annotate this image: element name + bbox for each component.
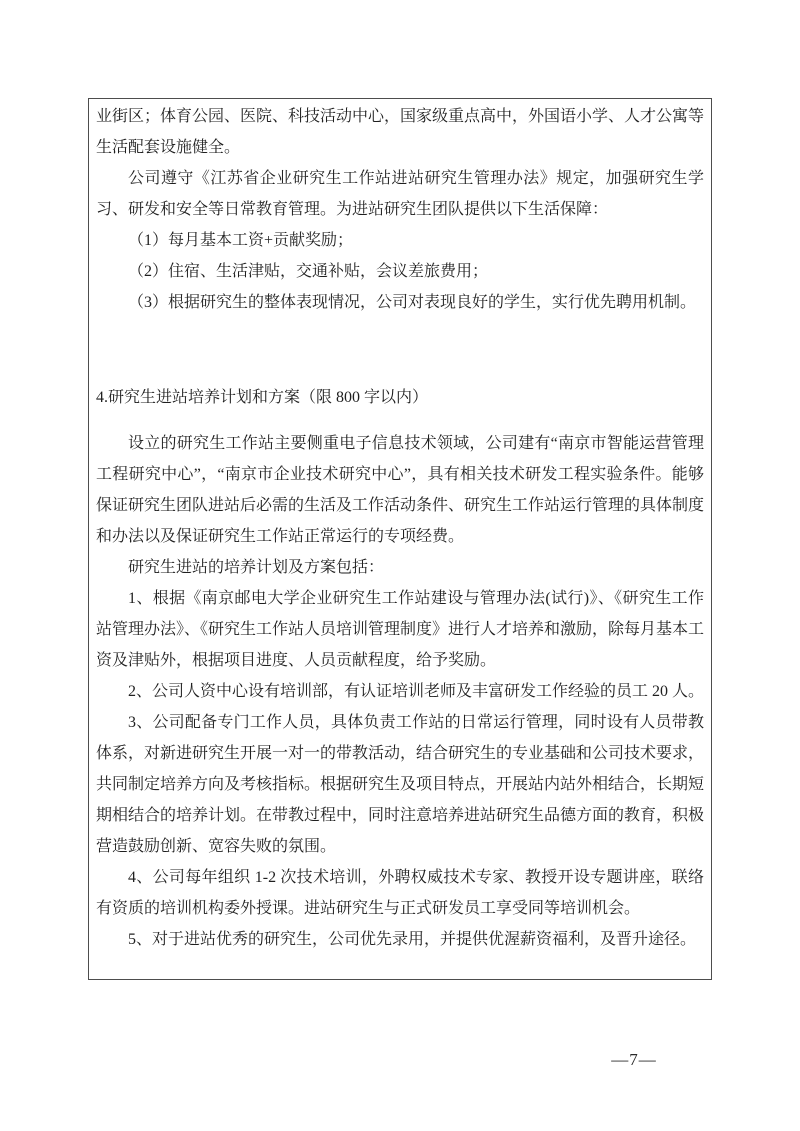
section4-paragraph-intro: 设立的研究生工作站主要侧重电子信息技术领域，公司建有“南京市智能运营管理工程研究中心”，“南京市企业技术研究中心”，具有相关技术研发工程实验条件。能够保证研究生团队进站后必需的生活及工作活动条件、研究生工作站运行管理的具体制度和办法以及保证研究生工作站正常运行的专项经费。 — [96, 435, 705, 545]
section4-plan-item-1: 1、根据《南京邮电大学企业研究生工作站建设与管理办法(试行)》、《研究生工作站管理办法》、《研究生工作站人员培训管理制度》进行人才培养和激励，除每月基本工资及津贴外，根据项目进度、人员贡献程度，给予奖励。 — [96, 590, 705, 669]
list-item-benefit-1: （1）每月基本工资+贡献奖励； — [128, 232, 354, 249]
section4-plan-item-5: 5、对于进站优秀的研究生，公司优先录用，并提供优渥薪资福利，及晋升途径。 — [128, 931, 697, 948]
list-item-benefit-3: （3）根据研究生的整体表现情况，公司对表现良好的学生，实行优先聘用机制。 — [128, 294, 697, 311]
page-number: —7— — [611, 1050, 657, 1069]
section4-heading: 4.研究生进站培养计划和方案（限 800 字以内） — [96, 389, 429, 406]
section4-plan-item-3: 3、公司配备专门工作人员，具体负责工作站的日常运行管理，同时设有人员带教体系，对新进研究生开展一对一的带教活动，结合研究生的专业基础和公司技术要求，共同制定培养方向及考核指标。根据研究生及项目特点，开展站内站外相结合，长期短期相结合的培养计划。在带教过程中，同时注意培养进站研究生品德方面的教育，积极营造鼓励创新、宽容失败的氛围。 — [96, 714, 705, 855]
paragraph-continuation-1: 业街区；体育公园、医院、科技活动中心，国家级重点高中，外国语小学、人才公寓等生活配套设施健全。 — [96, 108, 705, 156]
form-table-cell — [88, 98, 712, 980]
list-item-benefit-2: （2）住宿、生活津贴，交通补贴，会议差旅费用； — [128, 263, 489, 280]
section4-paragraph-plan-lead: 研究生进站的培养计划及方案包括： — [128, 559, 385, 576]
section4-plan-item-2: 2、公司人资中心设有培训部，有认证培训老师及丰富研发工作经验的员工 20 人。 — [128, 683, 705, 700]
section4-plan-item-4: 4、公司每年组织 1-2 次技术培训，外聘权威技术专家、教授开设专题讲座，联络有资质的培训机构委外授课。进站研究生与正式研发员工享受同等培训机会。 — [96, 869, 704, 917]
paragraph-continuation-2: 公司遵守《江苏省企业研究生工作站进站研究生管理办法》规定，加强研究生学习、研发和安全等日常教育管理。为进站研究生团队提供以下生活保障： — [96, 170, 704, 218]
